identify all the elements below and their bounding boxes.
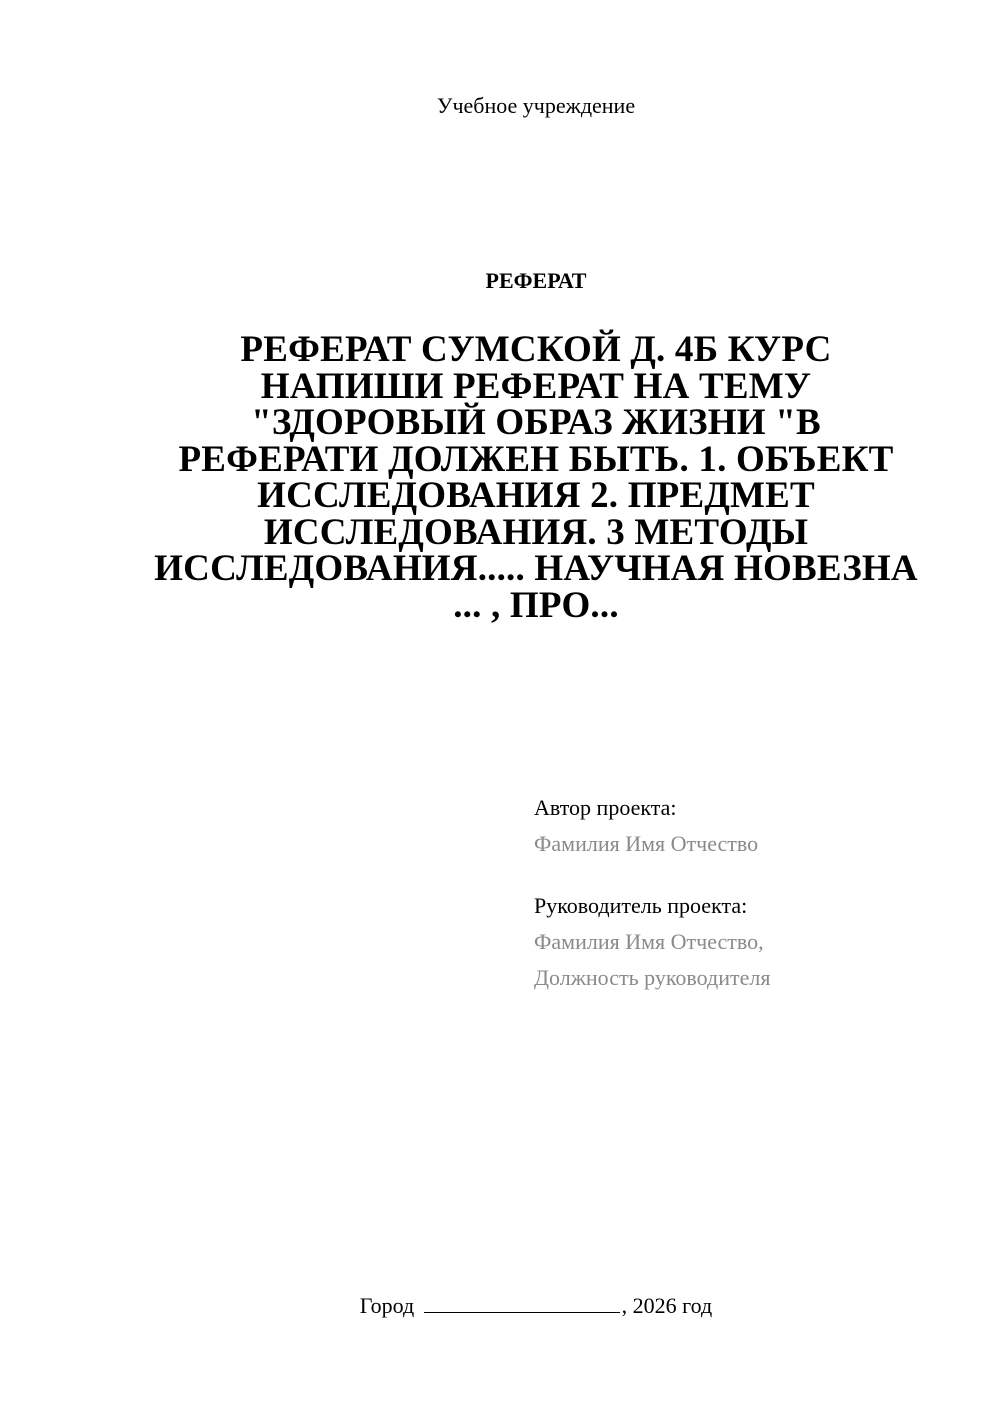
- footer-city-year: [0, 1292, 1000, 1319]
- supervisor-position: Должность руководителя: [534, 965, 771, 990]
- year-text: , 2026 год: [621, 1293, 713, 1318]
- city-label: Город: [359, 1293, 415, 1318]
- document-topic: РЕФЕРАТ СУМСКОЙ Д. 4Б КУРС НАПИШИ РЕФЕРАТ НА ТЕМУ "ЗДОРОВЫЙ ОБРАЗ ЖИЗНИ "В РЕФЕРАТИ ДОЛЖЕН БЫТЬ. 1. ОБЪЕКТ ИССЛЕДОВАНИЯ 2. ПРЕДМЕТ ИССЛЕДОВАНИЯ. 3 МЕТОДЫ ИССЛЕДОВАНИЯ..... НАУЧНАЯ НОВЕЗНА ... , ПРО...: [154, 329, 918, 626]
- supervisor-label: Руководитель проекта:: [534, 893, 748, 918]
- author-label: Автор проекта:: [534, 795, 677, 820]
- credits-block: [534, 790, 770, 996]
- author-name: Фамилия Имя Отчество: [534, 831, 759, 856]
- supervisor-name: Фамилия Имя Отчество,: [534, 929, 764, 954]
- city-blank-line: [424, 1292, 620, 1313]
- credits-spacer: [534, 862, 770, 888]
- institution-name: Учебное учреждение: [436, 93, 636, 118]
- document-type: РЕФЕРАТ: [485, 268, 587, 293]
